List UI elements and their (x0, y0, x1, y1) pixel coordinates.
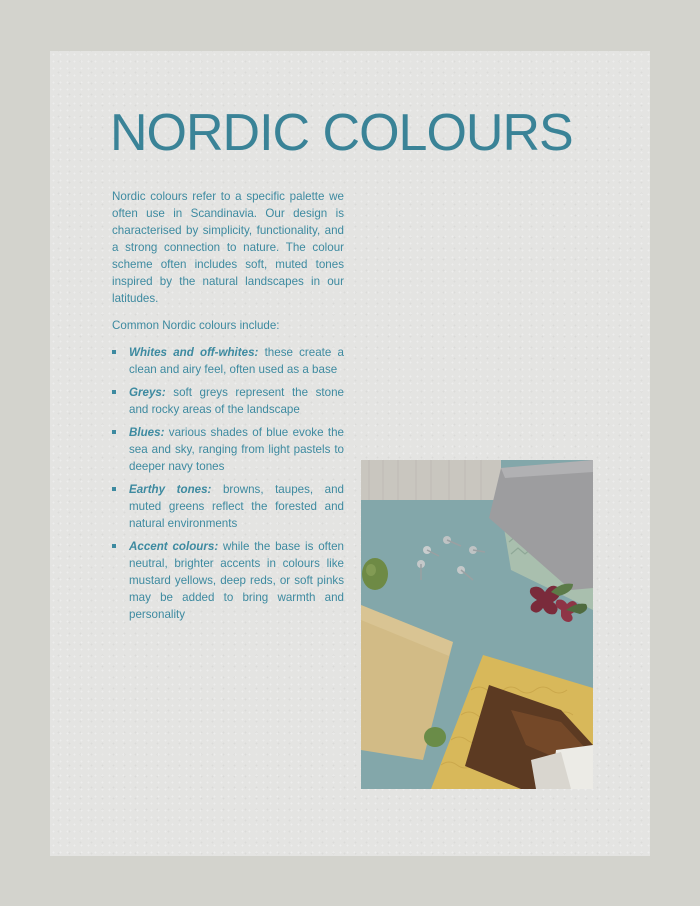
bullet-term: Greys: (129, 386, 166, 399)
body-text (112, 188, 344, 629)
bullet-text: while the base is often neutral, brighter accents in colours like mustard yellows, deep reds, or soft pinks may be added to bring warmth and personality (129, 540, 344, 621)
intro-paragraph: Nordic colours refer to a specific palette we often use in Scandinavia. Our design is characterised by simplicity, functionality, and a strong connection to nature. The colour scheme often includes soft, muted tones inspired by the natural landscapes in our latitudes. (112, 190, 344, 305)
bullet-marker (112, 350, 116, 354)
list-item (112, 481, 344, 532)
bullet-term: Accent colours: (129, 540, 219, 553)
bullet-term: Whites and off-whites: (129, 346, 259, 359)
material-swatches-photo (361, 460, 593, 789)
list-item (112, 384, 344, 418)
bullet-text: soft greys represent the stone and rocky areas of the landscape (129, 386, 344, 416)
bullet-term: Blues: (129, 426, 165, 439)
colour-list (112, 344, 344, 623)
bullet-marker (112, 487, 116, 491)
bullet-text: browns, taupes, and muted greens reflect the forested and natural environments (129, 483, 344, 530)
bullet-marker (112, 390, 116, 394)
bullet-text: these create a clean and airy feel, often used as a base (129, 346, 344, 376)
bullet-text: various shades of blue evoke the sea and sky, ranging from light pastels to deeper navy tones (129, 426, 344, 473)
list-heading: Common Nordic colours include: (112, 319, 280, 332)
document-page (50, 51, 650, 856)
page-title: NORDIC COLOURS (110, 104, 573, 162)
bullet-term: Earthy tones: (129, 483, 212, 496)
list-item (112, 538, 344, 623)
bullet-marker (112, 544, 116, 548)
list-item (112, 344, 344, 378)
list-item (112, 424, 344, 475)
bullet-marker (112, 430, 116, 434)
